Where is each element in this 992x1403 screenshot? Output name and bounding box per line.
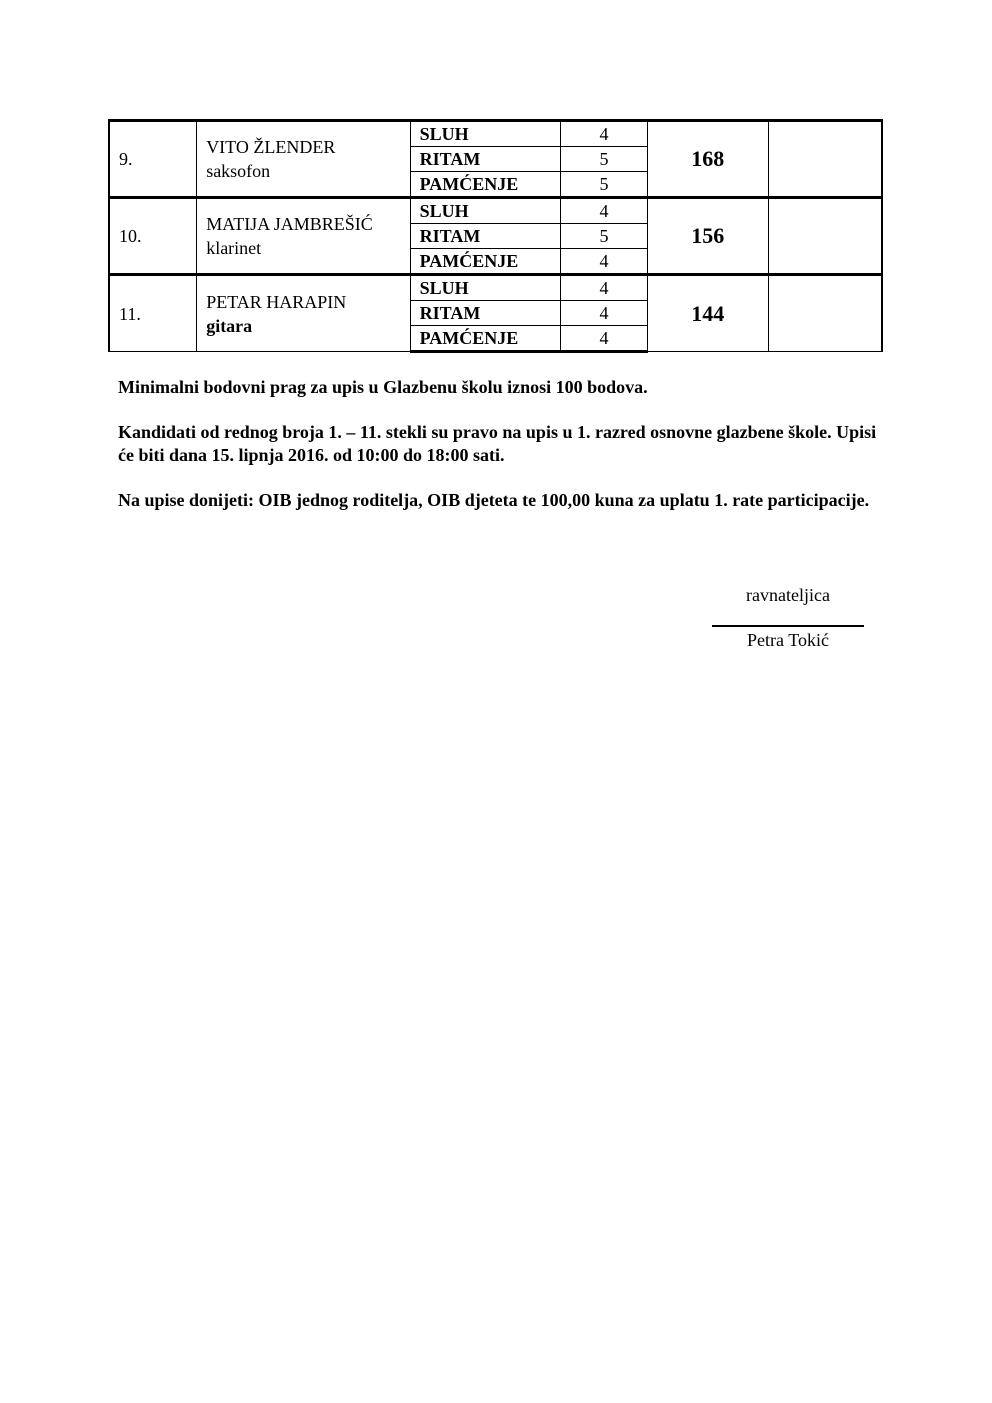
- criterion-grade: 4: [561, 275, 648, 301]
- criterion-label: SLUH: [410, 121, 560, 147]
- criterion-label: SLUH: [410, 198, 560, 224]
- notes-section: [118, 376, 878, 534]
- threshold-note: Minimalni bodovni prag za upis u Glazbenu školu iznosi 100 bodova.: [118, 377, 648, 397]
- criterion-label: RITAM: [410, 147, 560, 172]
- table-row: [109, 275, 882, 301]
- candidate-name-cell: [197, 275, 410, 352]
- total-points: 144: [647, 275, 768, 352]
- criterion-grade: 5: [561, 224, 648, 249]
- criterion-label: SLUH: [410, 275, 560, 301]
- candidate-number: 9.: [109, 121, 197, 198]
- table-row: [109, 121, 882, 147]
- results-table: [108, 119, 883, 353]
- signature-name: Petra Tokić: [747, 630, 829, 650]
- criterion-label: RITAM: [410, 224, 560, 249]
- candidate-name: MATIJA JAMBREŠIĆ: [206, 214, 373, 234]
- criterion-grade: 4: [561, 326, 648, 352]
- candidate-number: 11.: [109, 275, 197, 352]
- signature-block: [712, 582, 864, 651]
- candidate-instrument: klarinet: [206, 238, 262, 258]
- enrollment-note: Kandidati od rednog broja 1. – 11. stekli su pravo na upis u 1. razred osnovne glazbene škole. Upisi će biti dana 15. lipnja 2016. od 10:00 do 18:00 sati.: [118, 422, 877, 465]
- table-row: [109, 198, 882, 224]
- candidate-name-cell: [197, 121, 410, 198]
- criterion-label: RITAM: [410, 301, 560, 326]
- candidate-name: VITO ŽLENDER: [206, 137, 336, 157]
- candidate-name-cell: [197, 198, 410, 275]
- note-cell: [768, 121, 882, 198]
- candidate-instrument: saksofon: [206, 161, 271, 181]
- criterion-grade: 5: [561, 172, 648, 198]
- note-cell: [768, 198, 882, 275]
- candidate-name: PETAR HARAPIN: [206, 291, 347, 312]
- total-points: 168: [647, 121, 768, 198]
- criterion-label: PAMĆENJE: [410, 249, 560, 275]
- note-cell: [768, 275, 882, 352]
- criterion-grade: 4: [561, 121, 648, 147]
- criterion-grade: 4: [561, 301, 648, 326]
- documents-note: Na upise donijeti: OIB jednog roditelja, OIB djeteta te 100,00 kuna za uplatu 1. rate participacije.: [118, 490, 870, 510]
- criterion-label: PAMĆENJE: [410, 172, 560, 198]
- criterion-label: PAMĆENJE: [410, 326, 560, 352]
- results-table-body: [109, 121, 882, 352]
- total-points: 156: [647, 198, 768, 275]
- criterion-grade: 4: [561, 249, 648, 275]
- signature-line: [712, 625, 864, 627]
- criterion-grade: 5: [561, 147, 648, 172]
- signature-title: ravnateljica: [746, 585, 830, 605]
- candidate-number: 10.: [109, 198, 197, 275]
- criterion-grade: 4: [561, 198, 648, 224]
- candidate-instrument: gitara: [206, 315, 253, 336]
